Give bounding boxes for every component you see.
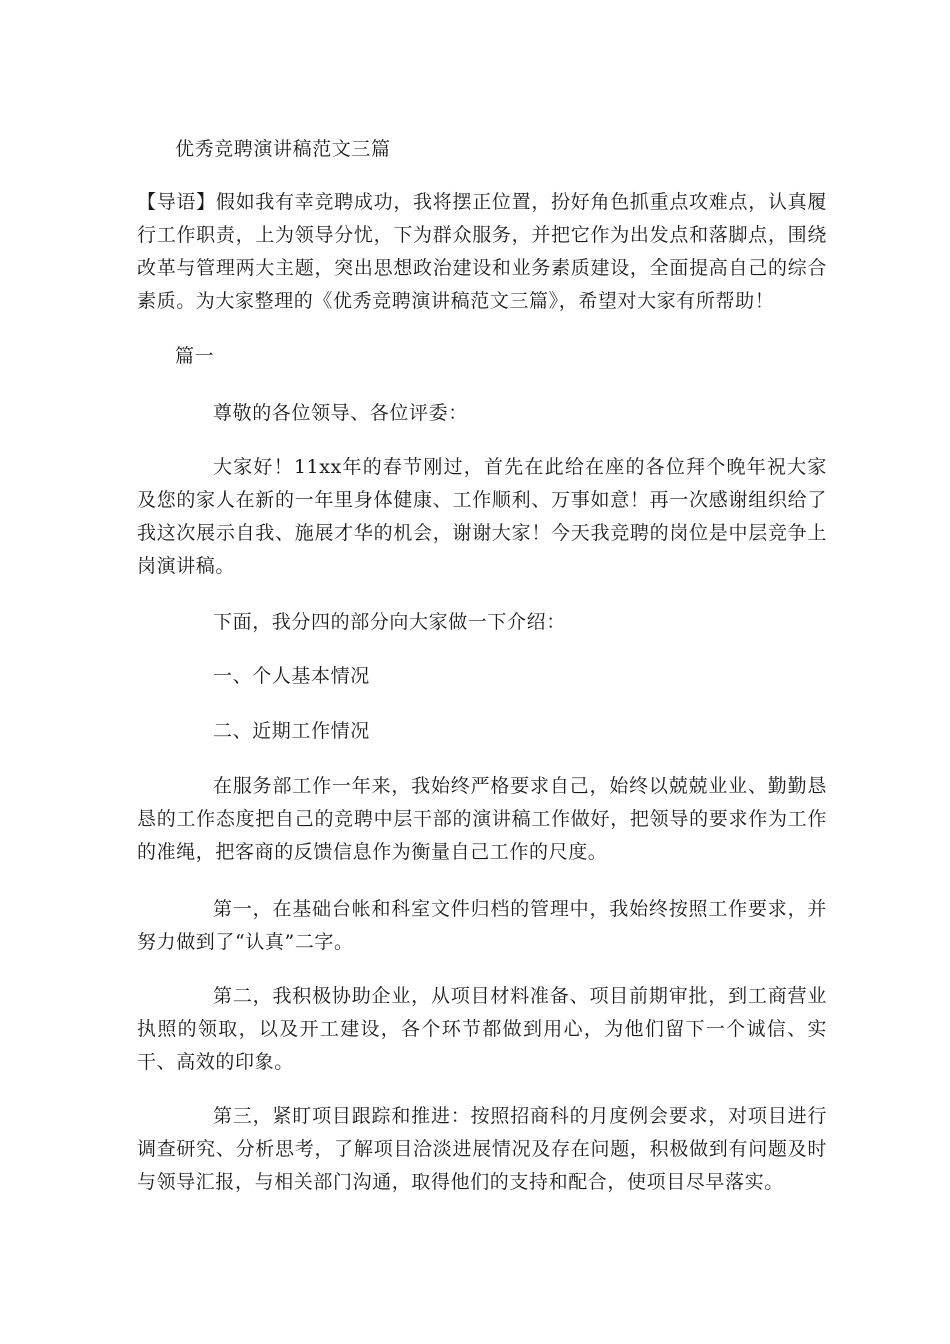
body-paragraph: 第三，紧盯项目跟踪和推进：按照招商科的月度例会要求，对项目进行调查研究、分析思考，了解项目洽淡进展情况及存在问题，积极做到有问题及时与领导汇报，与相关部门沟通，取得他们的支持和配合，使项目尽早落实。 — [137, 1105, 827, 1193]
section-heading: 篇一 — [175, 345, 215, 367]
body-paragraph: 在服务部工作一年来，我始终严格要求自己，始终以兢兢业业、勤勤恳恳的工作态度把自己的竞聘中层干部的演讲稿工作做好，把领导的要求作为工作的准绳，把客商的反馈信息作为衡量自己工作的尺度。 — [137, 775, 827, 863]
intro-paragraph: 【导语】假如我有幸竞聘成功，我将摆正位置，扮好角色抓重点攻难点，认真履行工作职责，上为领导分忧，下为群众服务，并把它作为出发点和落脚点，围绕改革与管理两大主题，突出思想政治建设和业务素质建设，全面提高自己的综合素质。为大家整理的《优秀竞聘演讲稿范文三篇》，希望对大家有所帮助！ — [137, 191, 827, 312]
document-title: 优秀竞聘演讲稿范文三篇 — [175, 138, 391, 160]
salutation: 尊敬的各位领导、各位评委： — [213, 402, 468, 424]
body-paragraph: 下面，我分四的部分向大家做一下介绍： — [213, 611, 566, 633]
list-item: 一、个人基本情况 — [213, 665, 370, 687]
list-item: 二、近期工作情况 — [213, 720, 370, 742]
body-paragraph: 第二，我积极协助企业，从项目材料准备、项目前期审批，到工商营业执照的领取，以及开工建设，各个环节都做到用心，为他们留下一个诚信、实干、高效的印象。 — [137, 985, 827, 1073]
body-paragraph: 大家好！11xx年的春节刚过，首先在此给在座的各位拜个晚年祝大家及您的家人在新的一年里身体健康、工作顺利、万事如意！再一次感谢组织给了我这次展示自我、施展才华的机会，谢谢大家！今天我竞聘的岗位是中层竞争上岗演讲稿。 — [137, 456, 827, 577]
body-paragraph: 第一，在基础台帐和科室文件归档的管理中，我始终按照工作要求，并努力做到了“认真”二字。 — [137, 898, 827, 953]
